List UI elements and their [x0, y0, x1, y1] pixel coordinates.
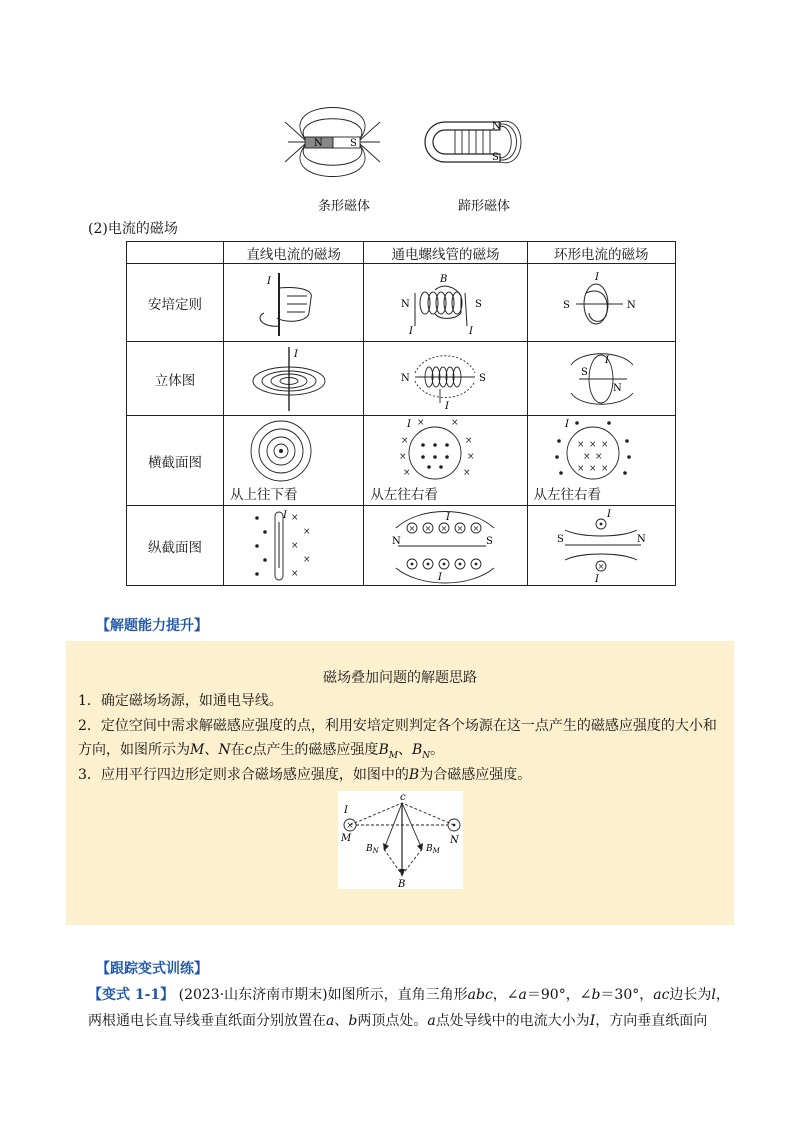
problem-tag: 【变式 1-1】	[88, 987, 175, 1003]
straight-cross-cell	[224, 416, 364, 506]
svg-text:×: ×	[425, 523, 432, 533]
table-row	[127, 506, 676, 586]
straight-ampere-cell	[224, 264, 364, 342]
svg-text:×: ×	[589, 463, 597, 474]
section-current-heading: (2)电流的磁场	[88, 221, 178, 237]
panel-point-1: 1．确定磁场场源，如通电导线。	[78, 693, 283, 709]
n-label: N	[613, 382, 623, 394]
row-label: 安培定则	[127, 264, 224, 342]
svg-text:×: ×	[597, 561, 605, 571]
hand-straight-wire-drawing	[249, 268, 339, 338]
svg-text:×: ×	[577, 463, 585, 474]
loop-ampere-cell	[527, 264, 675, 342]
bar-n-label: N	[314, 138, 323, 149]
svg-text:×: ×	[577, 439, 585, 450]
table-row	[127, 416, 676, 506]
svg-text:×: ×	[302, 554, 311, 565]
svg-text:×: ×	[441, 523, 448, 533]
table-header-row	[127, 242, 676, 264]
svg-text:×: ×	[399, 451, 407, 462]
n-label: N	[627, 299, 637, 311]
current-label: I	[446, 511, 451, 523]
svg-text:×: ×	[473, 523, 480, 533]
fig-m-label: M	[341, 833, 352, 844]
table-row	[127, 342, 676, 416]
row-label: 立体图	[127, 342, 224, 416]
fig-b-label: B	[398, 879, 406, 889]
view-caption: 从左往右看	[533, 487, 602, 503]
svg-text:×: ×	[451, 417, 459, 428]
solenoid-3d-drawing	[395, 345, 495, 413]
problem-line-1: 【变式 1-1】 (2023·山东济南市期末)如图所示，直角三角形abc，∠a＝90°，∠b＝30°，ac边长为l，	[88, 987, 730, 1003]
panel-title: 磁场叠加问题的解题思路	[323, 670, 477, 686]
s-label: S	[563, 299, 571, 311]
svg-text:×: ×	[595, 451, 603, 462]
n-label: N	[401, 298, 411, 310]
svg-text:×: ×	[465, 435, 473, 446]
current-label: I	[605, 354, 610, 366]
svg-text:×: ×	[583, 451, 591, 462]
loop-3d-cell	[527, 342, 675, 416]
svg-text:×: ×	[290, 540, 299, 551]
horseshoe-n-label: N	[492, 121, 501, 132]
tip-panel	[66, 641, 734, 925]
current-label: I	[409, 325, 414, 337]
superposition-figure	[338, 791, 463, 889]
current-label: I	[438, 571, 443, 583]
current-label: I	[266, 275, 271, 287]
solenoid-cross-cell	[364, 416, 527, 506]
s-label: S	[581, 366, 589, 378]
s-label: S	[486, 535, 494, 547]
current-label: I	[469, 325, 474, 337]
fig-current-label: I	[344, 805, 348, 816]
hand-loop-drawing	[551, 268, 651, 338]
horseshoe-caption: 蹄形磁体	[458, 199, 511, 214]
table-row	[127, 264, 676, 342]
svg-text:×: ×	[601, 463, 609, 474]
svg-text:×: ×	[403, 467, 411, 478]
table-header-cell: 通电螺线管的磁场	[364, 242, 527, 264]
svg-text:×: ×	[467, 451, 475, 462]
loop-cross-cell	[527, 416, 675, 506]
current-label: I	[607, 508, 612, 520]
svg-text:×: ×	[346, 821, 354, 831]
concentric-field-3d-drawing	[249, 345, 339, 413]
current-field-table	[126, 241, 676, 586]
loop-long-cell	[527, 506, 675, 586]
loop-3d-drawing	[551, 345, 651, 413]
solenoid-ampere-cell	[364, 264, 527, 342]
solenoid-long-section-drawing	[390, 508, 500, 584]
current-label: I	[407, 418, 412, 430]
solenoid-long-cell	[364, 506, 527, 586]
s-label: S	[557, 533, 565, 545]
field-label: B	[440, 273, 448, 285]
svg-text:×: ×	[290, 512, 299, 523]
panel-point-2: 2．定位空间中需求解磁感应强度的点，利用安培定则判定各个场源在这一点产生的磁感应强度的大小和	[78, 718, 717, 734]
hand-solenoid-drawing	[395, 268, 495, 338]
fig-bm-label: $B_M$	[426, 844, 440, 855]
s-label: S	[479, 372, 487, 384]
n-label: N	[637, 533, 647, 545]
practice-heading: 【跟踪变式训练】	[96, 961, 208, 977]
svg-text:×: ×	[589, 439, 597, 450]
horseshoe-s-label: S	[492, 152, 499, 163]
solenoid-cross-section-drawing	[395, 417, 495, 489]
problem-line-2: 两根通电长直导线垂直纸面分别放置在a、b两顶点处。a点处导线中的电流大小为I，方向垂直纸面向	[88, 1013, 708, 1029]
fig-c-label: c	[400, 792, 406, 803]
row-label: 横截面图	[127, 416, 224, 506]
panel-point-3: 3．应用平行四边形定则求合磁场感应强度，如图中的B为合磁感应强度。	[78, 767, 532, 783]
straight-3d-cell	[224, 342, 364, 416]
view-caption: 从上往下看	[230, 487, 298, 503]
fig-n-label: N	[450, 835, 459, 846]
svg-text:×: ×	[401, 435, 409, 446]
loop-cross-section-drawing	[551, 417, 651, 489]
loop-long-section-drawing	[551, 508, 651, 584]
n-label: N	[401, 372, 411, 384]
table-header-cell	[127, 242, 224, 264]
current-label: I	[595, 271, 600, 283]
row-label: 纵截面图	[127, 506, 224, 586]
concentric-circles-drawing	[249, 417, 339, 489]
current-label: I	[595, 573, 600, 584]
svg-text:×: ×	[601, 439, 609, 450]
svg-text:×: ×	[290, 568, 299, 579]
svg-text:×: ×	[409, 523, 416, 533]
s-label: S	[475, 298, 483, 310]
current-label: I	[282, 509, 287, 521]
current-label: I	[293, 348, 298, 360]
fig-bn-label: $B_N$	[366, 844, 379, 855]
panel-point-2-cont: 方向，如图所示为M、N在c点产生的磁感应强度$B_M$、$B_N$。	[78, 742, 445, 761]
svg-text:×: ×	[463, 467, 471, 478]
vector-superposition-drawing	[338, 791, 463, 889]
svg-text:×: ×	[302, 526, 311, 537]
svg-text:×: ×	[417, 417, 425, 428]
ability-heading: 【解题能力提升】	[96, 618, 208, 634]
straight-long-cell	[224, 506, 364, 586]
n-label: N	[392, 535, 402, 547]
table-header-cell: 直线电流的磁场	[224, 242, 364, 264]
view-caption: 从左往右看	[370, 487, 438, 503]
bar-magnet-caption: 条形磁体	[318, 199, 371, 214]
current-label: I	[565, 418, 570, 430]
solenoid-3d-cell	[364, 342, 527, 416]
straight-long-section-drawing	[249, 508, 339, 584]
bar-s-label: S	[350, 138, 357, 149]
current-label: I	[445, 400, 450, 412]
svg-text:×: ×	[457, 523, 464, 533]
table-header-cell: 环形电流的磁场	[527, 242, 675, 264]
